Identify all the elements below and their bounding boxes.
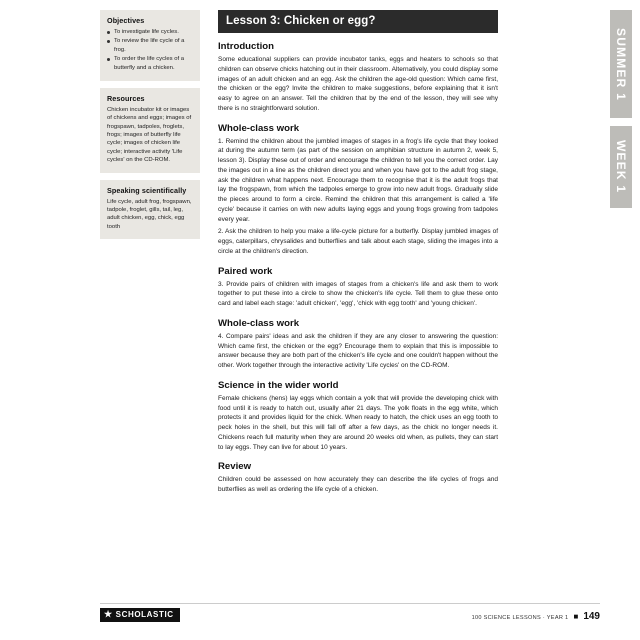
section-heading-whole-class-work-2: Whole-class work (218, 317, 300, 329)
paragraph: Children could be assessed on how accurately they can describe the life cycles of frogs and butterflies as well as ordering the life cycle of a chicken. (218, 476, 498, 493)
paragraph: 2. Ask the children to help you make a life-cycle picture for a butterfly. Display jumbled images of eggs, caterpillars, chrysalides and butterflies and talk about each stage, sliding the images into a circle at the children's direction. (218, 228, 498, 255)
publisher-logo (100, 608, 180, 622)
paragraph: Female chickens (hens) lay eggs which contain a yolk that will provide the developing chick with food until it is ready to hatch out, usually after 21 days. The yolk floats in the egg white, which protects it and provides liquid for the chick. When ready to hatch, the chick uses an egg tooth to peck holes in the shell, but this will fall off after a few days, as the chick no longer needs it. Chickens reach full maturity when they are around 20 weeks old when, as pullets, they can start to lay eggs. They can live for about 10 years. (218, 394, 498, 451)
section-heading-review: Review (218, 461, 252, 473)
section-heading-science-in-the-wider-world: Science in the wider world (218, 379, 339, 391)
bullet-icon: ■ (573, 612, 579, 621)
resources-heading: Resources (107, 93, 145, 103)
resources-text: Chicken incubator kit or images of chickens and eggs; images of frogspawn, tadpoles, froglets, frogs; images of butterfly life cycle; images of chicken life cycle; interactive activity 'Life cycles' on the CD-ROM. (107, 106, 192, 164)
sidebar (100, 10, 200, 246)
star-icon: ★ (104, 609, 113, 619)
footer-divider (100, 603, 600, 604)
tab-week[interactable]: WEEK 1 (610, 126, 632, 208)
speaking-scientifically-text: Life cycle, adult frog, frogspawn, tadpole, froglet, gills, tail, leg, adult chicken, egg, chick, egg tooth (107, 198, 192, 230)
speaking-scientifically-block (100, 180, 200, 240)
section-heading-paired-work: Paired work (218, 265, 273, 277)
section-heading-introduction: Introduction (218, 41, 274, 52)
list-item: To order the life cycles of a butterfly and a chicken. (107, 55, 193, 72)
list-item: To review the life cycle of a frog. (107, 37, 193, 54)
main-content (218, 10, 498, 498)
lesson-title: Lesson 3: Chicken or egg? (218, 10, 498, 33)
paragraph: Some educational suppliers can provide incubator tanks, eggs and heaters to schools so that children can observe chicks hatching out in their classroom. Alternatively, you could display some images of an adult chicken and an egg. Ask the children the age-old question: Which came first, the chicken or the egg? Invite the children to make suggestions, before explaining that it isn't easy to agree on an answer. Tell the children that by the end of the lesson, they will see why there is no straightforward solution. (218, 56, 498, 112)
list-item: To investigate life cycles. (107, 28, 193, 36)
page-number: 149 (583, 611, 600, 622)
speaking-scientifically-heading: Speaking scientifically (107, 185, 187, 195)
objectives-block (100, 10, 200, 81)
footer-right (472, 611, 600, 622)
publisher-logo-label: SCHOLASTIC (115, 610, 174, 619)
objectives-list (107, 28, 193, 72)
paragraph: 4. Compare pairs' ideas and ask the children if they are any closer to answering the question: Which came first, the chicken or the egg? Encourage them to explain that this is impossible to answer because they are both part of the chicken's life cycle and one couldn't happen without the other. Work together through the interactive activity 'Life cycles' on the CD-ROM. (218, 332, 498, 369)
objectives-heading: Objectives (107, 16, 145, 25)
section-heading-whole-class-work-1: Whole-class work (218, 122, 300, 134)
footer-meta: 100 SCIENCE LESSONS · YEAR 1 (471, 615, 569, 621)
paragraph: 3. Provide pairs of children with images of stages from a chicken's life and ask them to work together to put these into a circle to show the chicken's life cycle. Tell them to glue these onto card and label each stage: 'adult chicken', 'egg', 'chick with egg tooth' and 'young chicken'. (218, 280, 498, 307)
paragraph: 1. Remind the children about the jumbled images of stages in a frog's life cycle that they looked at during the autumn term (as part of the session on amphibian structure in autumn 2, week 5, lesson 3). Display these out of order and encourage the children to tell you the correct order. Lay the images out in a line as the children direct you and when you have got to the adult frog stage, ask the children what happens next. Encourage them to recognise that it is the adult frogs that lay the frogspawn, from which the tadpoles emerge to grow into new adult frogs. Gradually slide the pieces around to form a circle. Remind the children that this arrangement is called a 'life cycle' because it carries on with new adults laying eggs and young frogs growing from tadpoles every year. (218, 137, 498, 223)
resources-block (100, 88, 200, 173)
tab-term[interactable]: SUMMER 1 (610, 10, 632, 118)
